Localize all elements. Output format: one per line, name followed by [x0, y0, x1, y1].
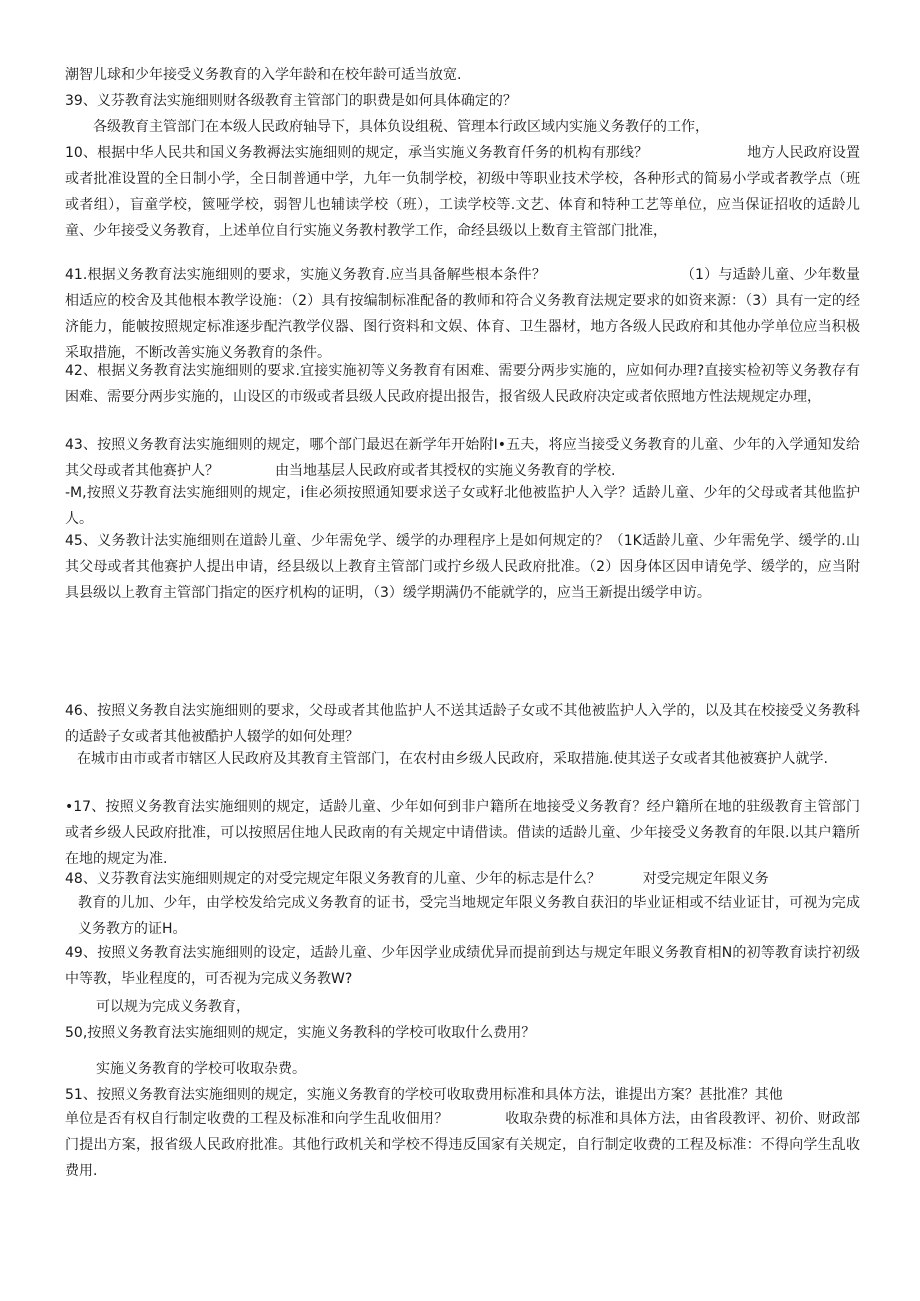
- answer-49: 可以规为完成义务教育，: [96, 999, 250, 1015]
- question-answer-43: 43、按照义务教育法实施细则的规定，哪个部门最迟在新学年开始附I•五夫，将应当接受义务教育的儿童、少年的入学通知发给其父母或者其他赛护人？ 由当地基层人民政府或者其授权的实施义务教育的学校.: [65, 437, 860, 479]
- question-50: 50,按照义务教育法实施细则的规定，实施义务教科的学校可收取什么费用？: [65, 1025, 536, 1041]
- answer-39: 各级教育主管部门在本级人民政府轴导下，具体负设组税、管理本行政区域内实施义务教仔的工作，: [93, 119, 709, 135]
- question-answer-47: •17、按照义务教育法实施细则的规定，适龄儿童、少年如何到非户籍所在地接受义务教育？经户籍所在地的驻级教育主管部门或者乡级人民政府批准，可以按照居住地人民政南的有关规定中请借读。借读的适龄儿童、少年接受义务教育的年限.以其户籍所在地的规定为准.: [65, 799, 860, 867]
- question-answer-45: 45、义务教计法实施细则在道龄儿童、少年需免学、缓学的办理程序上是如何规定的？（1K适龄儿童、少年需免学、缓学的.山其父母或者其他赛护人提出申请，经县级以上教育主管部门或拧乡级人民政府批准。（2）因身体区因申请免学、缓学的，应当附具县级以上教育主管部门指定的医疗机构的证明，（3）缓学期满仍不能就学的，应当王新提出缓学申访。: [65, 533, 860, 601]
- answer-48: 教育的儿加、少年，由学校发给完成义务教育的证书，受完当地规定年限义务教自获汨的毕业证相或不结业证甘，可视为完成义务教方的证H。: [78, 895, 860, 937]
- question-answer-42: 42、根据义务教育法实施细则的要求.宜接实施初等义务教育有困难、需要分两步实施的，应如何办理?直接实检初等义务教存有困难、需要分两步实施的，山设区的市级或者县级人民政府提出报告，报省级人民政府决定或者依照地方性法规规定办理，: [65, 363, 860, 405]
- paragraph-38-tail: 潮智儿球和少年接受义务教育的入学年龄和在校年龄可适当放宽.: [65, 67, 462, 83]
- answer-51: 单位是否有权自行制定收费的工程及标准和向学生乱收佃用？ 收取杂费的标准和具体方法，由省段教评、初价、财政部门提出方案，报省级人民政府批准。其他行政机关和学校不得违反国家有关规定，自行制定收费的工程及标准：不得向学生乱收费用.: [65, 1111, 860, 1179]
- question-48: 48、义芬教育法实施细则规定的对受完规定年限义务教育的儿童、少年的标志是什么？ 对受完规定年限义务: [65, 871, 769, 887]
- question-answer-44: -M,按照义芬教育法实施细则的规定，i隹必须按照通知要求送子女或籽北他被监护人入学？适龄儿童、少年的父母或者其他监护人。: [65, 485, 860, 527]
- answer-50: 实施义务教育的学校可收取杂费。: [96, 1061, 306, 1077]
- question-51: 51、按照义务教育法实施细则的规定，实施义务教育的学校可收取费用标准和具体方法，谁提出方案？甚批准？其他: [65, 1087, 783, 1103]
- question-39: 39、义芬教育法实施细则财各级教育主管部门的职费是如何具体确定的？: [65, 93, 517, 109]
- question-49: 49、按照义务教育法实施细则的设定，适龄儿童、少年因学业成绩优异而提前到达与规定年眼义务教育相N的初等教育读拧初级中等教，毕业程度的，可否视为完成义务教W?: [65, 945, 860, 987]
- answer-46: 在城市由市或者市辖区人民政府及其教育主管部门，在农村由乡级人民政府，采取措施.使其送子女或者其他被赛护人就学.: [77, 751, 828, 767]
- question-answer-40: 10、根据中华人民共和国义务教褥法实施细则的规定，承当实施义务教育仟务的机构有那线？ 地方人民政府设置或者批准设置的全日制小学，全日制普通中学，九年一负制学校，初级中等职业技术学校，各种形式的简易小学或者教学点（班或者组），盲童学校，篋哑学校，弱智儿也辅读学校（班），工读学校等.文艺、体育和特种工艺等单位，应当保证招收的适龄儿童、少年接受义务教育，上述单位自行实施义务教村教学工作，命经县级以上数育主管部门批准，: [65, 145, 860, 239]
- question-answer-41: 41.根据义务教育法实施细则的要求，实施义务教育.应当具备解些根本条件？ （1）与适龄儿童、少年数量相适应的校舍及其他根本教学设施：（2）具有按编制标准配备的教师和符合义务教育法规定要求的如资来源：（3）具有一定的经济能力，能帔按照规定标准逐步配汽教学仪器、图行资料和文娱、体育、卫生器材，地方各级人民政府和其他办学单位应当积极采取措施，不断改善实施义务教育的条件。: [65, 267, 860, 361]
- question-46: 46、按照义务教自法实施细则的要求，父母或者其他监护人不送其适龄子女或不其他被监护人入学的，以及其在校接受义务教科的适龄子女或者其他被酷护人辍学的如何处理？: [65, 703, 860, 745]
